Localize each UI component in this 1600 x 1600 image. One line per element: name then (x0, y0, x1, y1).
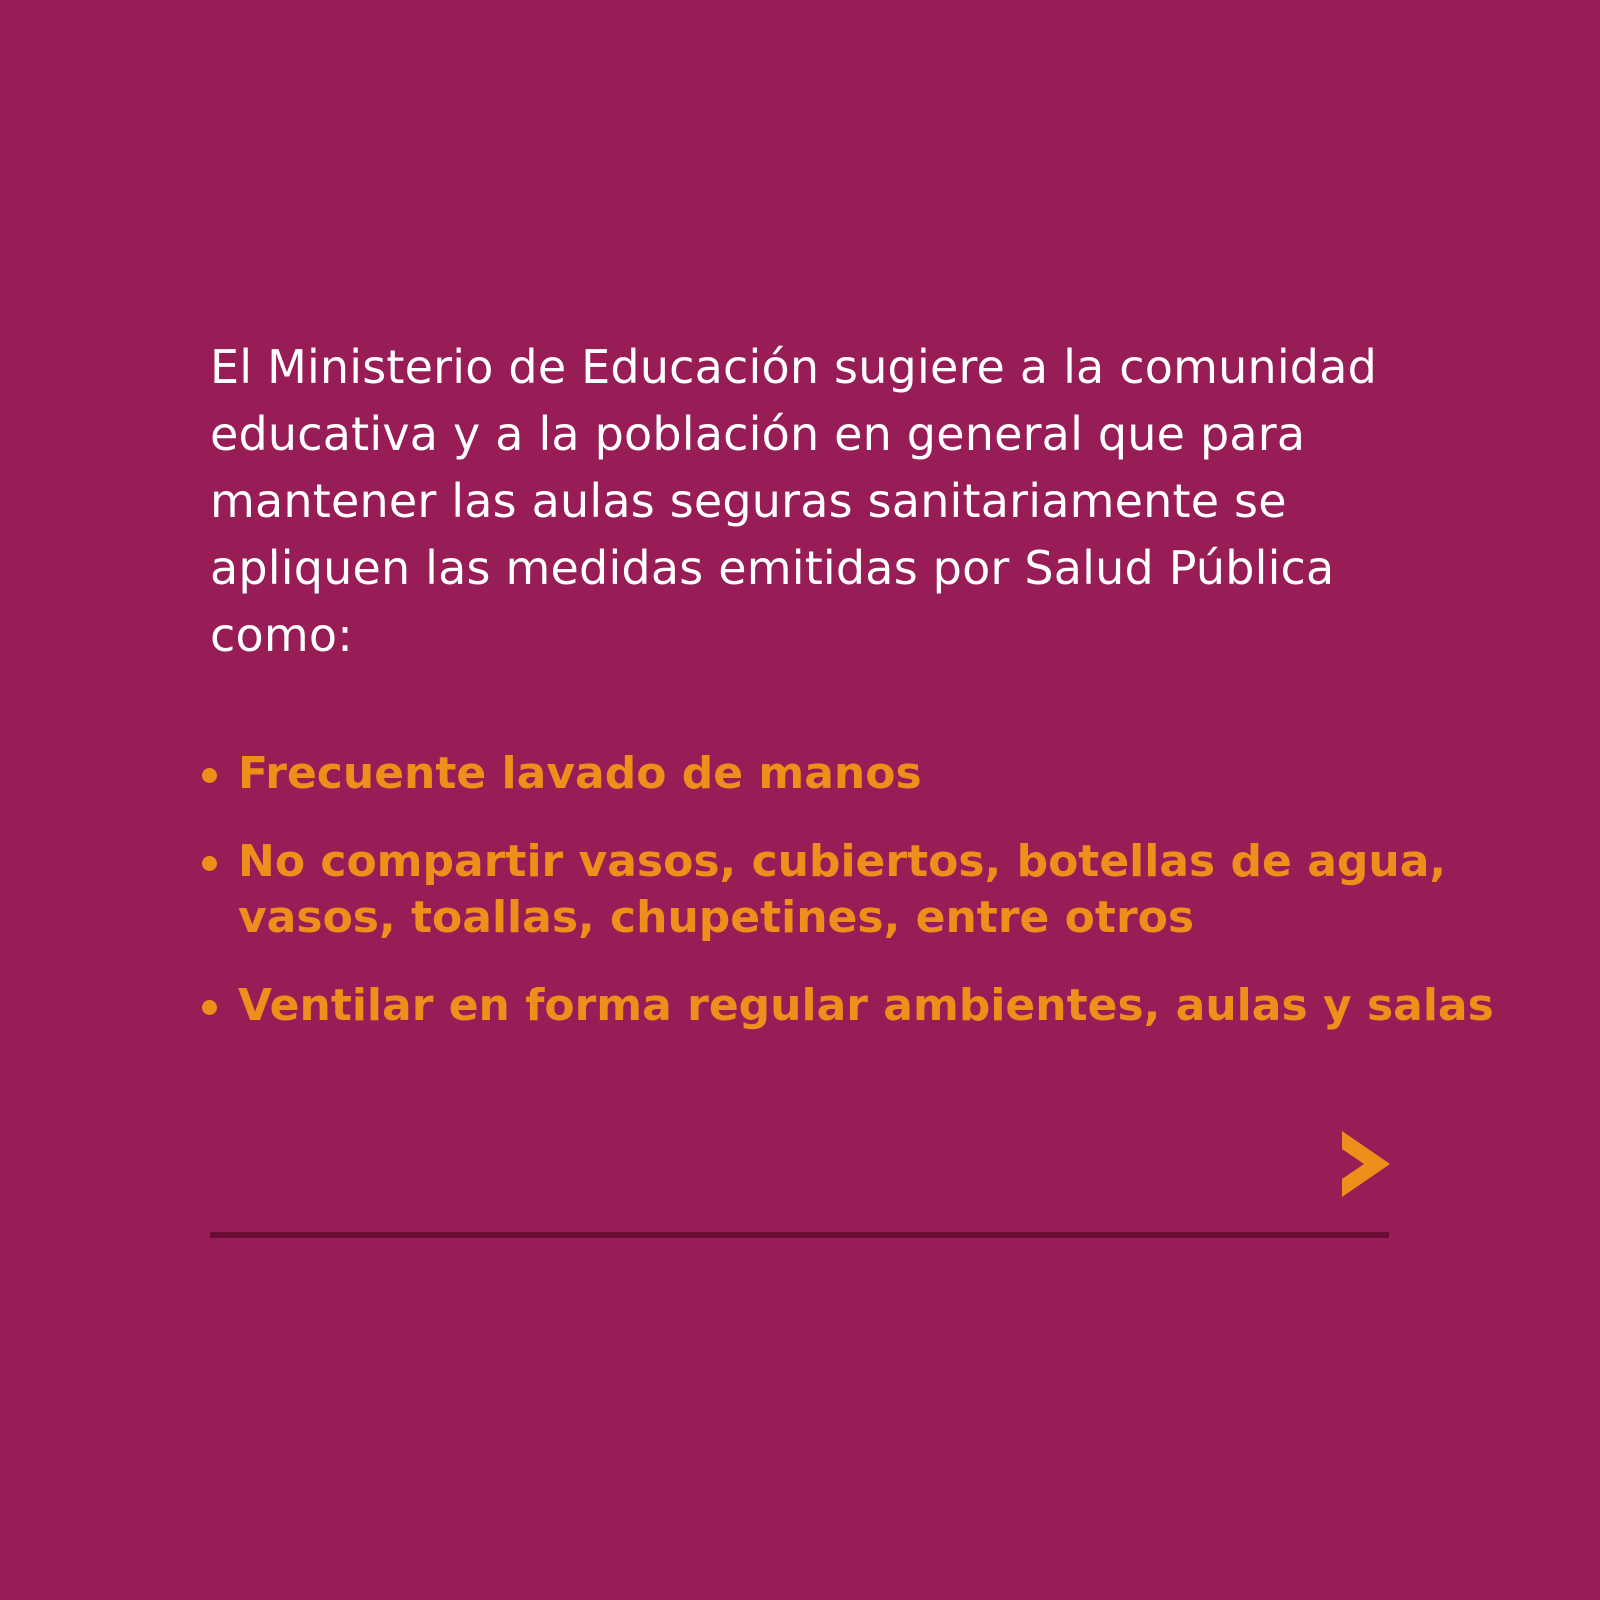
chevron-right-icon (1342, 1131, 1390, 1197)
measure-text: Ventilar en forma regular ambientes, aulas y salas (238, 980, 1494, 1031)
measure-item-handwashing (200, 746, 1400, 802)
measures-list (200, 746, 1494, 1066)
bullet-icon (202, 768, 217, 783)
measure-text: No compartir vasos, cubiertos, botellas de agua, (238, 836, 1447, 887)
intro-line: apliquen las medidas emitidas por Salud Pública (210, 541, 1335, 595)
next-slide-button[interactable] (1342, 1131, 1390, 1197)
intro-line: educativa y a la población en general que para (210, 407, 1306, 461)
bullet-icon (202, 856, 217, 871)
measure-item-ventilation (200, 978, 1494, 1034)
measure-text: vasos, toallas, chupetines, entre otros (238, 892, 1195, 943)
bullet-icon (202, 1000, 217, 1015)
divider-line (210, 1232, 1389, 1238)
intro-line: mantener las aulas seguras sanitariamente se (210, 474, 1287, 528)
intro-line: El Ministerio de Educación sugiere a la comunidad (210, 340, 1377, 394)
measure-text: Frecuente lavado de manos (238, 748, 922, 799)
intro-line: como: (210, 608, 353, 662)
measure-item-no-sharing (200, 834, 1447, 946)
intro-paragraph (210, 334, 1390, 669)
